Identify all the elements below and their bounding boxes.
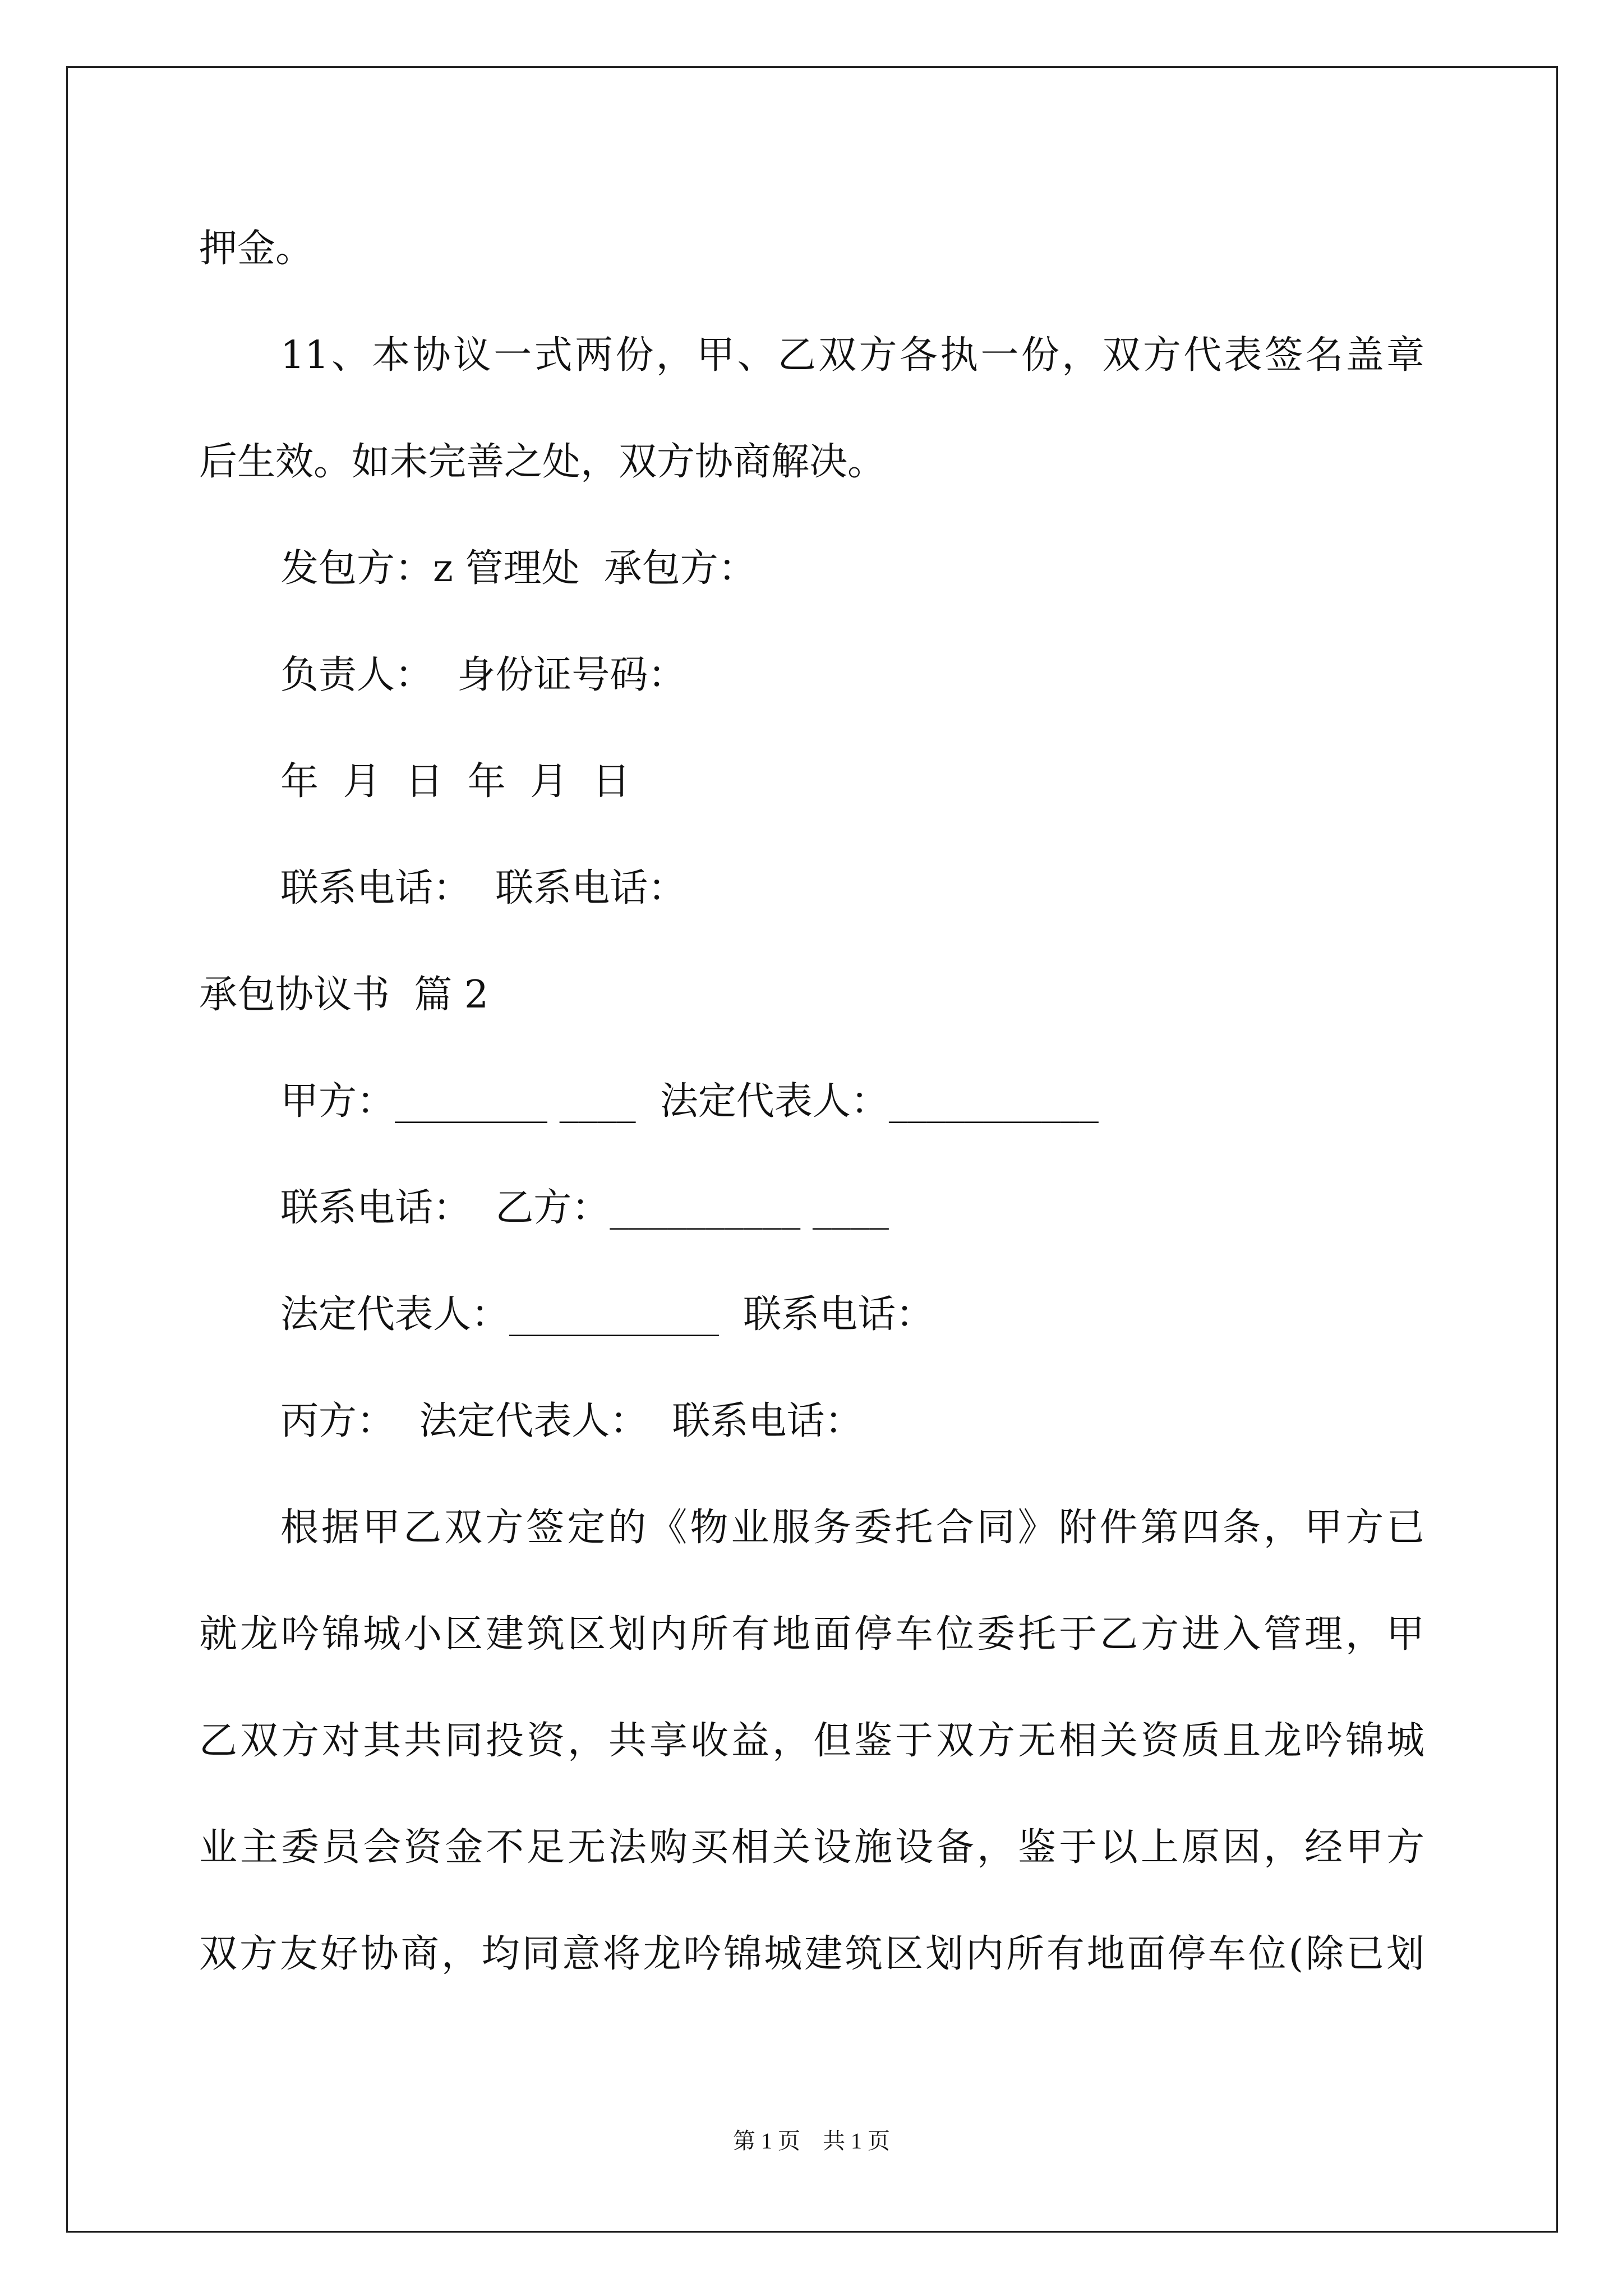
text-line: 11、本协议一式两份，甲、乙双方各执一份，双方代表签名盖章 — [280, 333, 1424, 378]
text-line: 联系电话： 乙方：__________ ____ — [280, 1186, 889, 1230]
text-line: 双方友好协商，均同意将龙吟锦城建筑区划内所有地面停车位(除已划 — [199, 1932, 1424, 1976]
text-line: 押金。 — [199, 227, 314, 271]
text-line: 负责人： 身份证号码： — [280, 653, 686, 697]
text-line: 甲方：________ ____ 法定代表人：___________ — [280, 1079, 1099, 1124]
text-line: 联系电话： 联系电话： — [280, 866, 686, 910]
text-line: 就龙吟锦城小区建筑区划内所有地面停车位委托于乙方进入管理，甲 — [199, 1612, 1424, 1657]
text-line: 年 月 日 年 月 日 — [280, 760, 631, 804]
text-line: 乙双方对其共同投资，共享收益，但鉴于双方无相关资质且龙吟锦城 — [199, 1719, 1424, 1763]
text-line: 发包方：z 管理处 承包方： — [280, 546, 757, 591]
section-heading: 承包协议书 篇 2 — [199, 973, 489, 1017]
page-footer: 第 1 页 共 1 页 — [733, 2128, 890, 2154]
text-line: 业主委员会资金不足无法购买相关设施设备，鉴于以上原因，经甲方 — [199, 1825, 1424, 1870]
text-line: 丙方： 法定代表人： 联系电话： — [280, 1399, 863, 1443]
text-line: 法定代表人：___________ 联系电话： — [280, 1292, 934, 1337]
text-line: 根据甲乙双方签定的《物业服务委托合同》附件第四条，甲方已 — [280, 1506, 1424, 1550]
page-border — [66, 66, 1558, 2233]
text-line: 后生效。如未完善之处，双方协商解决。 — [199, 440, 886, 484]
